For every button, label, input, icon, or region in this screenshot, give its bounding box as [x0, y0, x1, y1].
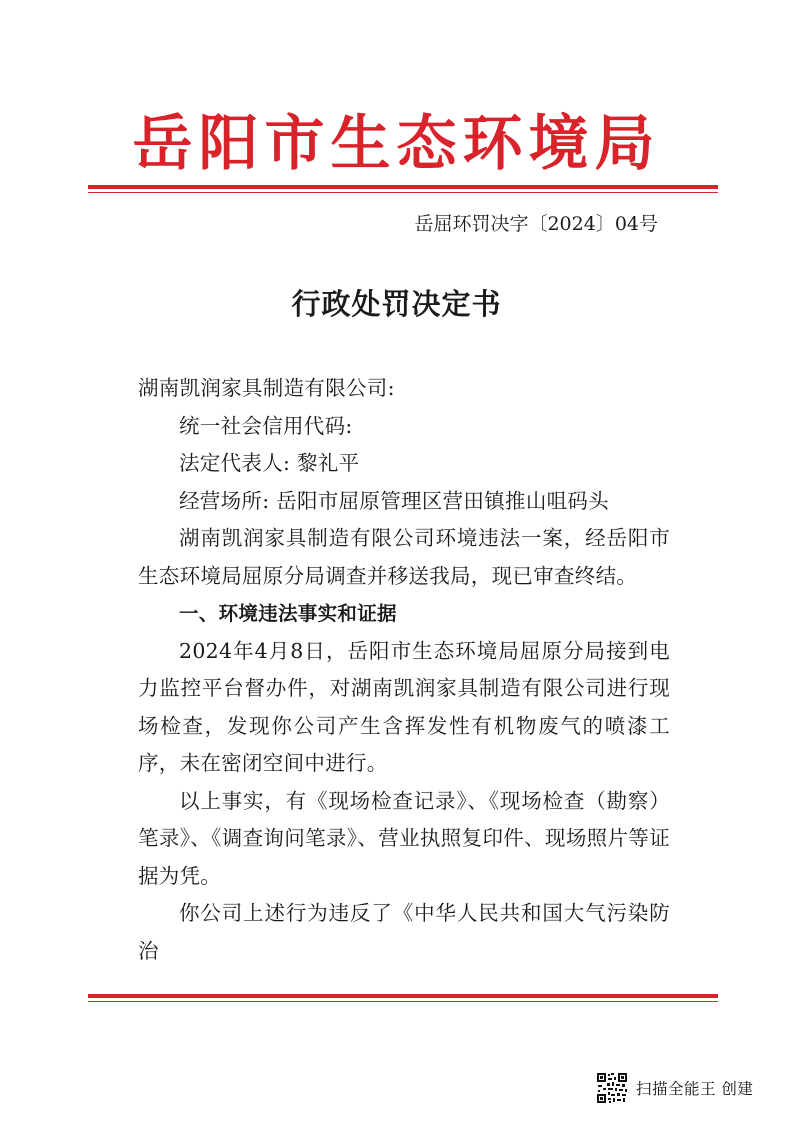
legal-rep-line: 法定代表人: 黎礼平	[179, 451, 360, 475]
scanner-label: 扫描全能王 创建	[636, 1080, 754, 1098]
business-address-line: 经营场所: 岳阳市屈原管理区营田镇推山咀码头	[179, 488, 610, 513]
header-red-rule-thin	[88, 192, 718, 193]
qr-code-icon	[596, 1072, 628, 1104]
footer-red-rule-thin	[88, 1001, 718, 1002]
document-number: 岳屈环罚决字〔2024〕04号	[414, 213, 658, 235]
document-title: 行政处罚决定书	[291, 287, 502, 321]
credit-code-line: 统一社会信用代码:	[179, 413, 353, 438]
scanner-watermark	[596, 1071, 753, 1105]
recipient-line: 湖南凯润家具制造有限公司:	[138, 376, 395, 400]
violation-paragraph: 你公司上述行为违反了《中华人民共和国大气污染防治	[138, 901, 670, 963]
intro-paragraph: 湖南凯润家具制造有限公司环境违法一案，经岳阳市生态环境局屈原分局调查并移送我局，现已审查终结。	[138, 526, 670, 588]
facts-paragraph: 2024年4月8日，岳阳市生态环境局屈原分局接到电力监控平台督办件，对湖南凯润家具制造有限公司进行现场检查，发现你公司产生含挥发性有机物废气的喷漆工序，未在密闭空间中进行。	[138, 638, 670, 775]
footer-red-rule-thick	[88, 994, 718, 998]
document-body	[138, 370, 670, 970]
agency-title: 岳阳市生态环境局	[132, 109, 661, 179]
evidence-paragraph: 以上事实，有《现场检查记录》、《现场检查（勘察）笔录》、《调查询问笔录》、营业执照复印件、现场照片等证据为凭。	[138, 788, 670, 888]
header-red-rule-thick	[88, 185, 718, 189]
section-heading-facts: 一、环境违法事实和证据	[179, 602, 397, 625]
